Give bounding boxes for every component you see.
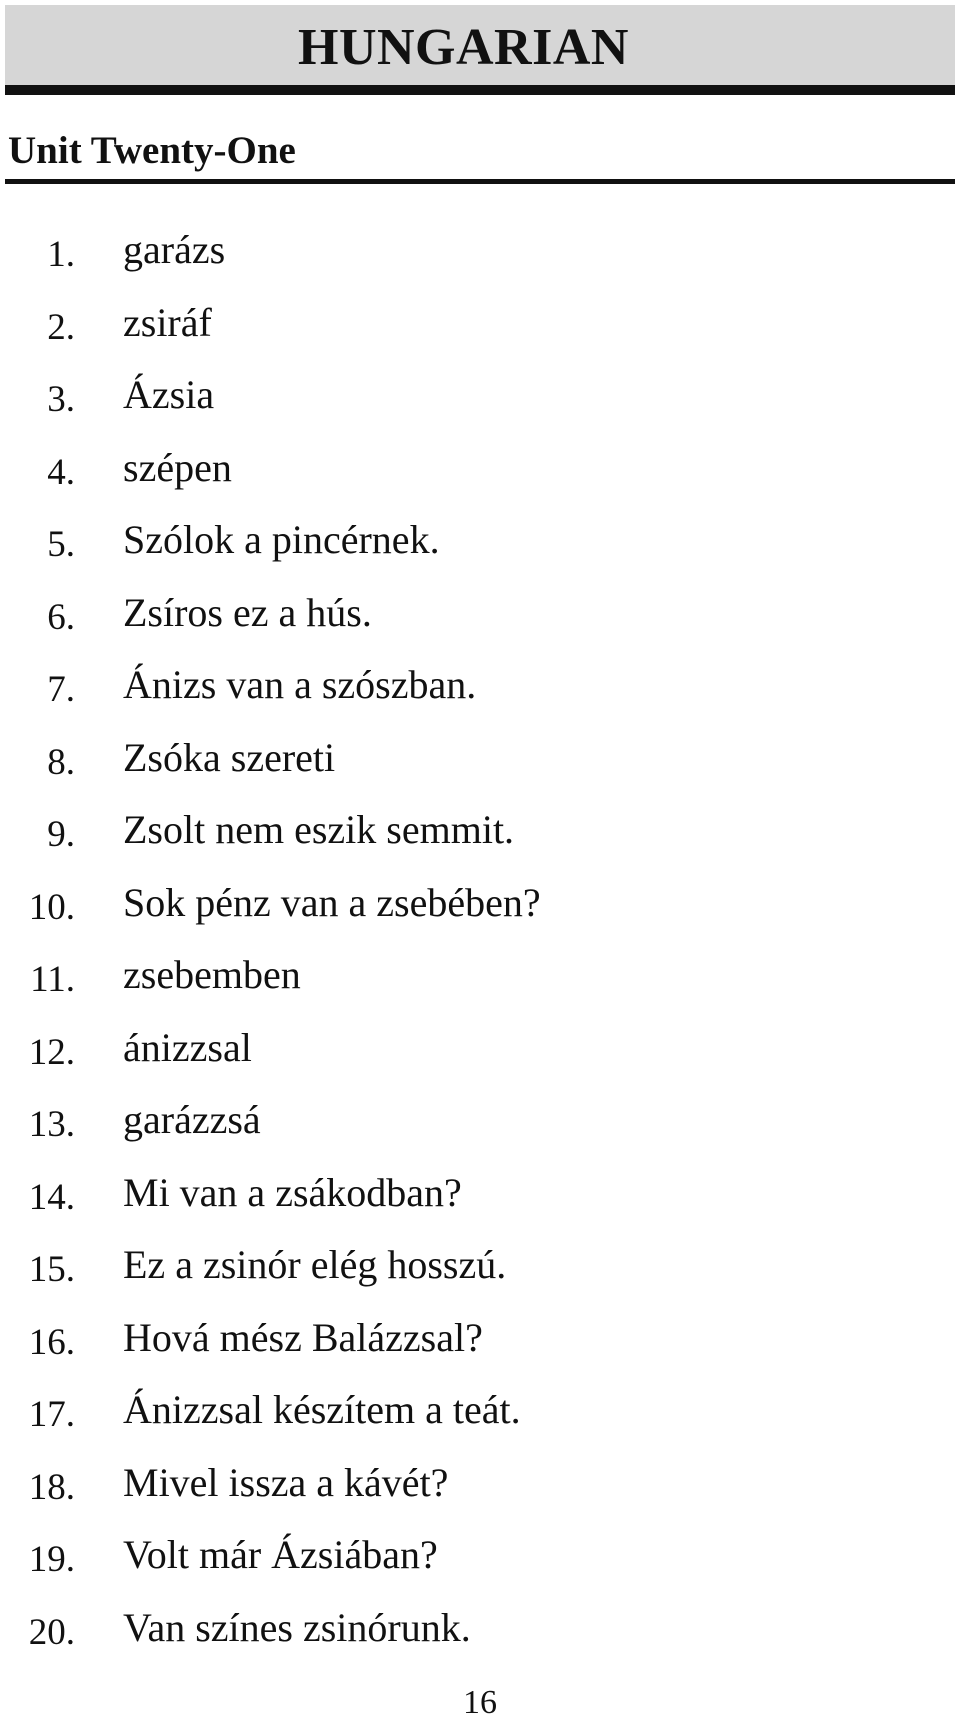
item-number: 15. xyxy=(28,1249,75,1290)
item-text: Ánizzsal készítem a teát. xyxy=(123,1387,521,1432)
list-item xyxy=(0,584,960,657)
list-item xyxy=(0,946,960,1019)
item-text: Van színes zsinórunk. xyxy=(123,1604,471,1650)
list-item xyxy=(0,1309,960,1382)
list-item xyxy=(0,221,960,294)
item-text: ánizzsal xyxy=(123,1024,252,1070)
item-text: zsiráf xyxy=(123,299,212,345)
item-number: 19. xyxy=(28,1539,75,1580)
list-item xyxy=(0,1019,960,1092)
item-number: 6. xyxy=(47,596,75,638)
list-item xyxy=(0,1381,960,1454)
list-item xyxy=(0,366,960,439)
list-item xyxy=(0,511,960,584)
list-item xyxy=(0,801,960,874)
item-text: Mivel issza a kávét? xyxy=(123,1459,449,1505)
page-title: HUNGARIAN xyxy=(298,19,629,76)
item-number: 4. xyxy=(47,451,75,493)
item-number: 18. xyxy=(28,1466,75,1508)
item-text: garázzsá xyxy=(123,1097,261,1142)
item-number: 11. xyxy=(30,959,75,1000)
list-item xyxy=(0,294,960,367)
list-item xyxy=(0,1599,960,1672)
item-number: 16. xyxy=(28,1321,75,1363)
list-item xyxy=(0,1526,960,1599)
item-number: 14. xyxy=(28,1176,75,1218)
list-item xyxy=(0,1236,960,1309)
item-number: 2. xyxy=(47,306,75,348)
list-item xyxy=(0,439,960,512)
item-text: garázs xyxy=(123,227,226,272)
unit-divider xyxy=(5,179,955,184)
list-item xyxy=(0,729,960,802)
item-text: Mi van a zsákodban? xyxy=(123,1169,462,1215)
item-text: szépen xyxy=(123,444,232,490)
item-text: Ez a zsinór elég hosszú. xyxy=(123,1242,507,1287)
item-text: Sok pénz van a zsebében? xyxy=(123,879,541,925)
item-number: 12. xyxy=(28,1031,75,1073)
unit-title: Unit Twenty-One xyxy=(8,129,296,172)
item-number: 1. xyxy=(47,234,75,275)
list-item xyxy=(0,1091,960,1164)
item-number: 10. xyxy=(28,886,75,928)
exercise-list xyxy=(0,221,960,1671)
item-number: 8. xyxy=(47,741,75,783)
item-number: 13. xyxy=(28,1104,75,1145)
item-number: 3. xyxy=(47,379,75,420)
item-number: 7. xyxy=(47,669,75,710)
header-divider xyxy=(5,85,955,95)
item-text: Zsóka szereti xyxy=(123,734,336,780)
item-text: Szólok a pincérnek. xyxy=(123,517,440,562)
item-text: zsebemben xyxy=(123,952,301,997)
list-item xyxy=(0,656,960,729)
item-number: 9. xyxy=(47,814,75,855)
item-number: 5. xyxy=(47,524,75,565)
item-text: Volt már Ázsiában? xyxy=(123,1532,438,1577)
list-item xyxy=(0,874,960,947)
list-item xyxy=(0,1454,960,1527)
item-text: Ánizs van a szószban. xyxy=(123,662,477,707)
item-text: Zsíros ez a hús. xyxy=(123,589,372,635)
item-text: Zsolt nem eszik semmit. xyxy=(123,807,515,852)
item-text: Hová mész Balázzsal? xyxy=(123,1314,483,1360)
item-number: 20. xyxy=(28,1611,75,1653)
page-number: 16 xyxy=(463,1684,497,1721)
item-number: 17. xyxy=(28,1394,75,1435)
item-text: Ázsia xyxy=(123,372,215,417)
list-item xyxy=(0,1164,960,1237)
